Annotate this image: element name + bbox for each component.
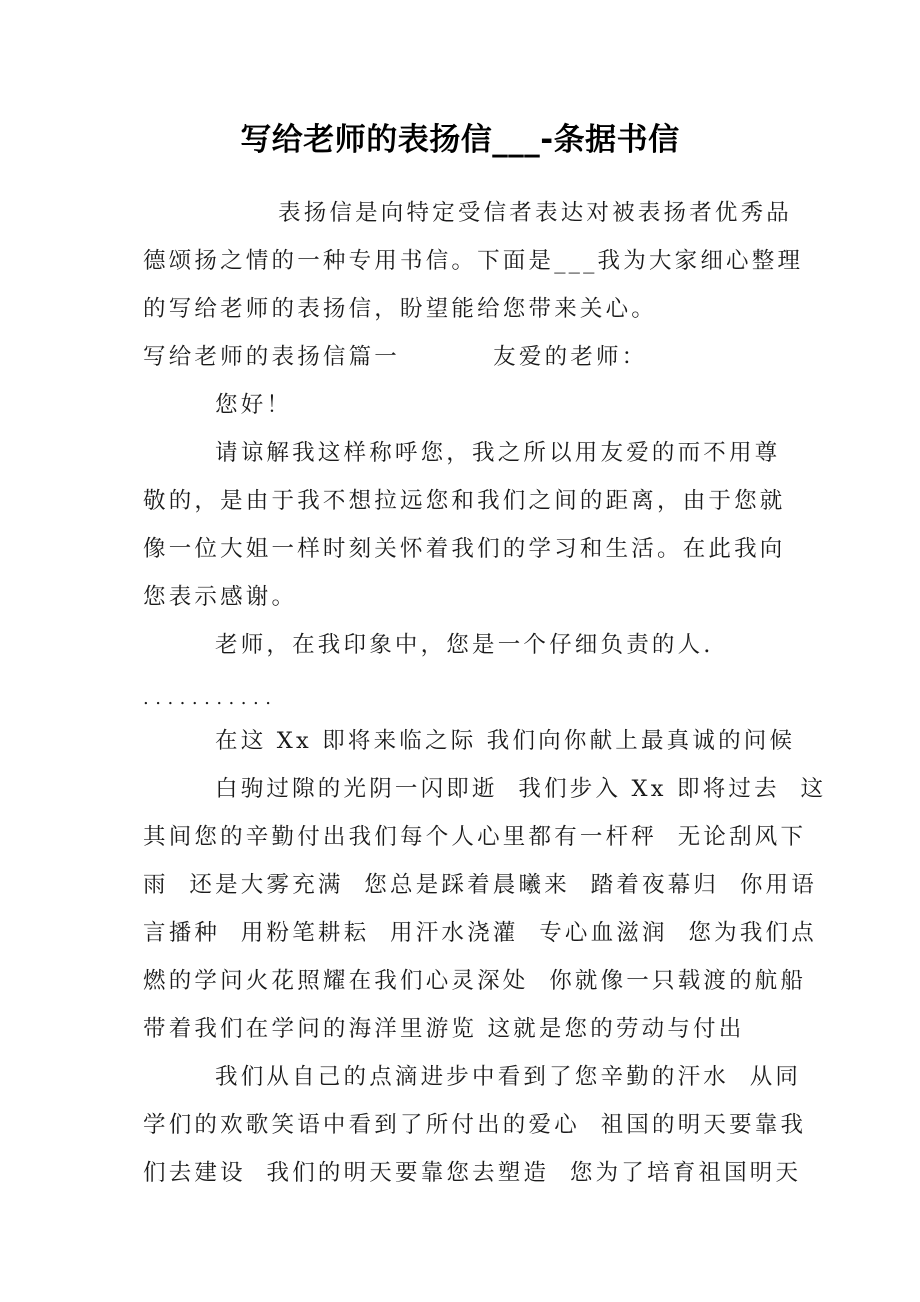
section-heading-line: 写给老师的表扬信篇一 友爱的老师： xyxy=(143,344,648,370)
ellipsis-separator: ........... xyxy=(143,688,278,709)
paragraph-line: 其间您的辛勤付出我们每个人心里都有一杆秤 无论刮风下 xyxy=(143,824,807,850)
paragraph-line: 敬的，是由于我不想拉远您和我们之间的距离，由于您就 xyxy=(143,488,786,514)
paragraph-line: 德颂扬之情的一种专用书信。下面是___我为大家细心整理 xyxy=(143,248,804,274)
paragraph-line: 表扬信是向特定受信者表达对被表扬者优秀品 xyxy=(278,200,793,226)
paragraph-line: 的写给老师的表扬信，盼望能给您带来关心。 xyxy=(143,296,658,322)
paragraph-line: 我们从自己的点滴进步中看到了您辛勤的汗水 从同 xyxy=(215,1064,802,1090)
paragraph-line: 白驹过隙的光阴一闪即逝 我们步入 Xx 即将过去 这 xyxy=(215,776,827,802)
paragraph-line: 言播种 用粉笔耕耘 用汗水浇灌 专心血滋润 您为我们点 xyxy=(143,920,817,946)
paragraph-line: 在这 Xx 即将来临之际 我们向你献上最真诚的问候 xyxy=(215,728,796,754)
paragraph-line: 雨 还是大雾充满 您总是踩着晨曦来 踏着夜幕归 你用语 xyxy=(143,872,817,898)
paragraph-line: 像一位大姐一样时刻关怀着我们的学习和生活。在此我向 xyxy=(143,536,786,562)
paragraph-line: 们去建设 我们的明天要靠您去塑造 您为了培育祖国明天 xyxy=(143,1160,802,1186)
greeting-line: 您好！ xyxy=(215,392,293,418)
paragraph-line: 带着我们在学问的海洋里游览 这就是您的劳动与付出 xyxy=(143,1016,745,1042)
paragraph-line: 请谅解我这样称呼您，我之所以用友爱的而不用尊 xyxy=(215,440,781,466)
paragraph-line: 学们的欢歌笑语中看到了所付出的爱心 祖国的明天要靠我 xyxy=(143,1112,807,1138)
document-title: 写给老师的表扬信___-条据书信 xyxy=(240,122,680,158)
paragraph-line: 老师，在我印象中，您是一个仔细负责的人. xyxy=(215,632,714,658)
paragraph-line: 您表示感谢。 xyxy=(143,584,298,610)
paragraph-line: 燃的学问火花照耀在我们心灵深处 你就像一只载渡的航船 xyxy=(143,968,807,994)
